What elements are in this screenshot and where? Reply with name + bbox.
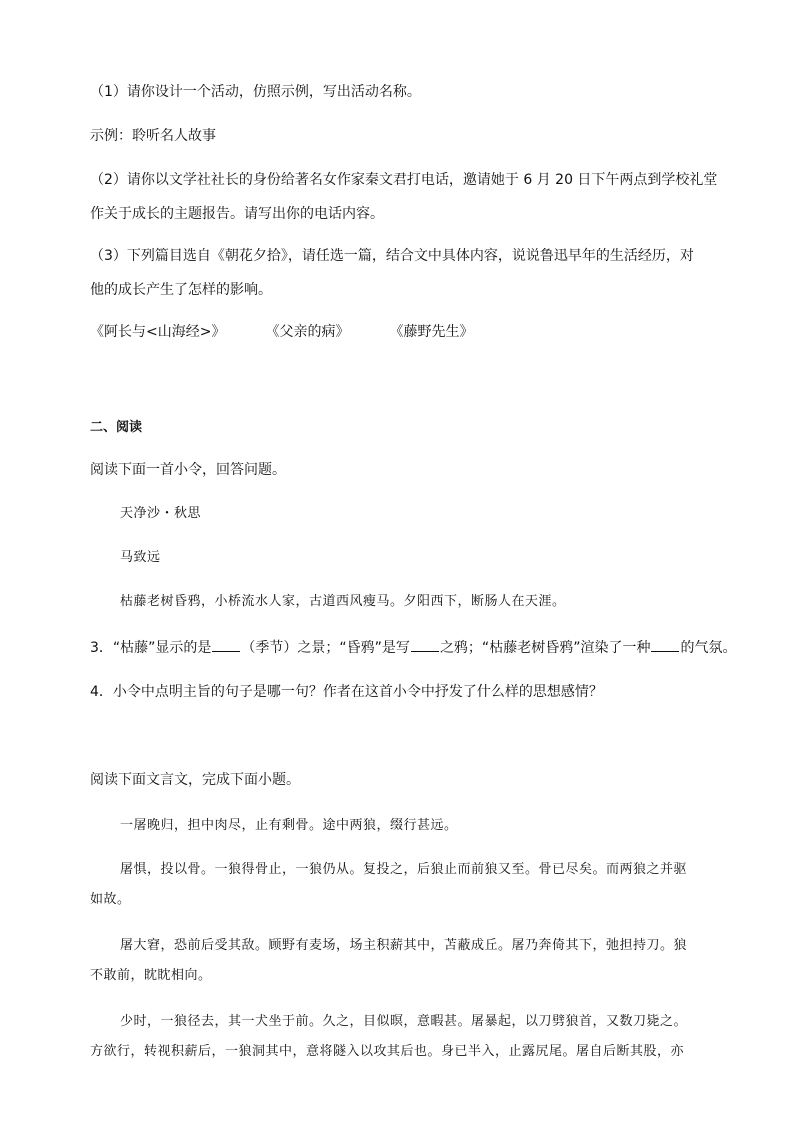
passage-line-4: 屠大窘，恐前后受其敌。顾野有麦场，场主积薪其中，苫蔽成丘。屠乃奔倚其下，弛担持刀。狼 bbox=[120, 938, 688, 953]
passage-line-7: 方欲行，转视积薪后，一狼洞其中，意将隧入以攻其后也。身已半入，止露尻尾。屠自后断其股，亦 bbox=[90, 1044, 685, 1059]
question-3-line-2: 他的成长产生了怎样的影响。 bbox=[90, 282, 272, 298]
q3-part-1: 3．“枯藤”显示的是 bbox=[90, 640, 212, 656]
essay-title-1: 《阿长与<山海经>》 bbox=[90, 324, 226, 340]
passage-line-2: 屠惧，投以骨。一狼得骨止，一狼仍从。复投之，后狼止而前狼又至。骨已尽矣。而两狼之并驱 bbox=[120, 862, 688, 877]
example-text: 示例：聆听名人故事 bbox=[90, 128, 216, 144]
poem-title: 天净沙・秋思 bbox=[120, 506, 202, 521]
question-1: （1）请你设计一个活动，仿照示例，写出活动名称。 bbox=[90, 84, 421, 100]
q3-part-2: （季节）之景；“昏鸦”是写 bbox=[241, 640, 410, 656]
essay-title-3: 《藤野先生》 bbox=[389, 324, 474, 340]
q3-part-4: 的气氛。 bbox=[680, 640, 737, 656]
section-heading: 二、阅读 bbox=[90, 420, 143, 435]
question-2-line-2: 作关于成长的主题报告。请写出你的电话内容。 bbox=[90, 206, 384, 222]
answer-blank-atmosphere[interactable] bbox=[651, 639, 679, 652]
passage-line-5: 不敢前，眈眈相向。 bbox=[90, 968, 212, 983]
answer-blank-season[interactable] bbox=[212, 639, 240, 652]
passage-line-1: 一屠晚归，担中肉尽，止有剩骨。途中两狼，缀行甚远。 bbox=[120, 818, 458, 833]
poem-author: 马致远 bbox=[120, 550, 161, 565]
essay-titles bbox=[90, 322, 473, 342]
essay-title-2: 《父亲的病》 bbox=[265, 324, 350, 340]
passage-line-6: 少时，一狼径去，其一犬坐于前。久之，目似暝，意暇甚。屠暴起，以刀劈狼首，又数刀毙之。 bbox=[120, 1014, 688, 1029]
question-4: 4．小令中点明主旨的句子是哪一句？作者在这首小令中抒发了什么样的思想感情？ bbox=[90, 684, 603, 700]
poem-body: 枯藤老树昏鸦，小桥流水人家，古道西风瘦马。夕阳西下，断肠人在天涯。 bbox=[120, 594, 566, 609]
question-3-fill-blank bbox=[90, 638, 736, 658]
q3-part-3: 之鸦；“枯藤老树昏鸦”渲染了一种 bbox=[439, 640, 651, 656]
poem-intro: 阅读下面一首小令，回答问题。 bbox=[90, 462, 286, 478]
answer-blank-crow[interactable] bbox=[411, 639, 439, 652]
question-2-line-1: （2）请你以文学社社长的身份给著名女作家秦文君打电话，邀请她于 6 月 20 日下午两点到学校礼堂 bbox=[90, 172, 718, 188]
question-3-line-1: （3）下列篇目选自《朝花夕拾》，请任选一篇，结合文中具体内容，说说鲁迅早年的生活经历，对 bbox=[90, 248, 694, 264]
passage-line-3: 如故。 bbox=[90, 892, 131, 907]
classical-intro: 阅读下面文言文，完成下面小题。 bbox=[90, 772, 300, 788]
